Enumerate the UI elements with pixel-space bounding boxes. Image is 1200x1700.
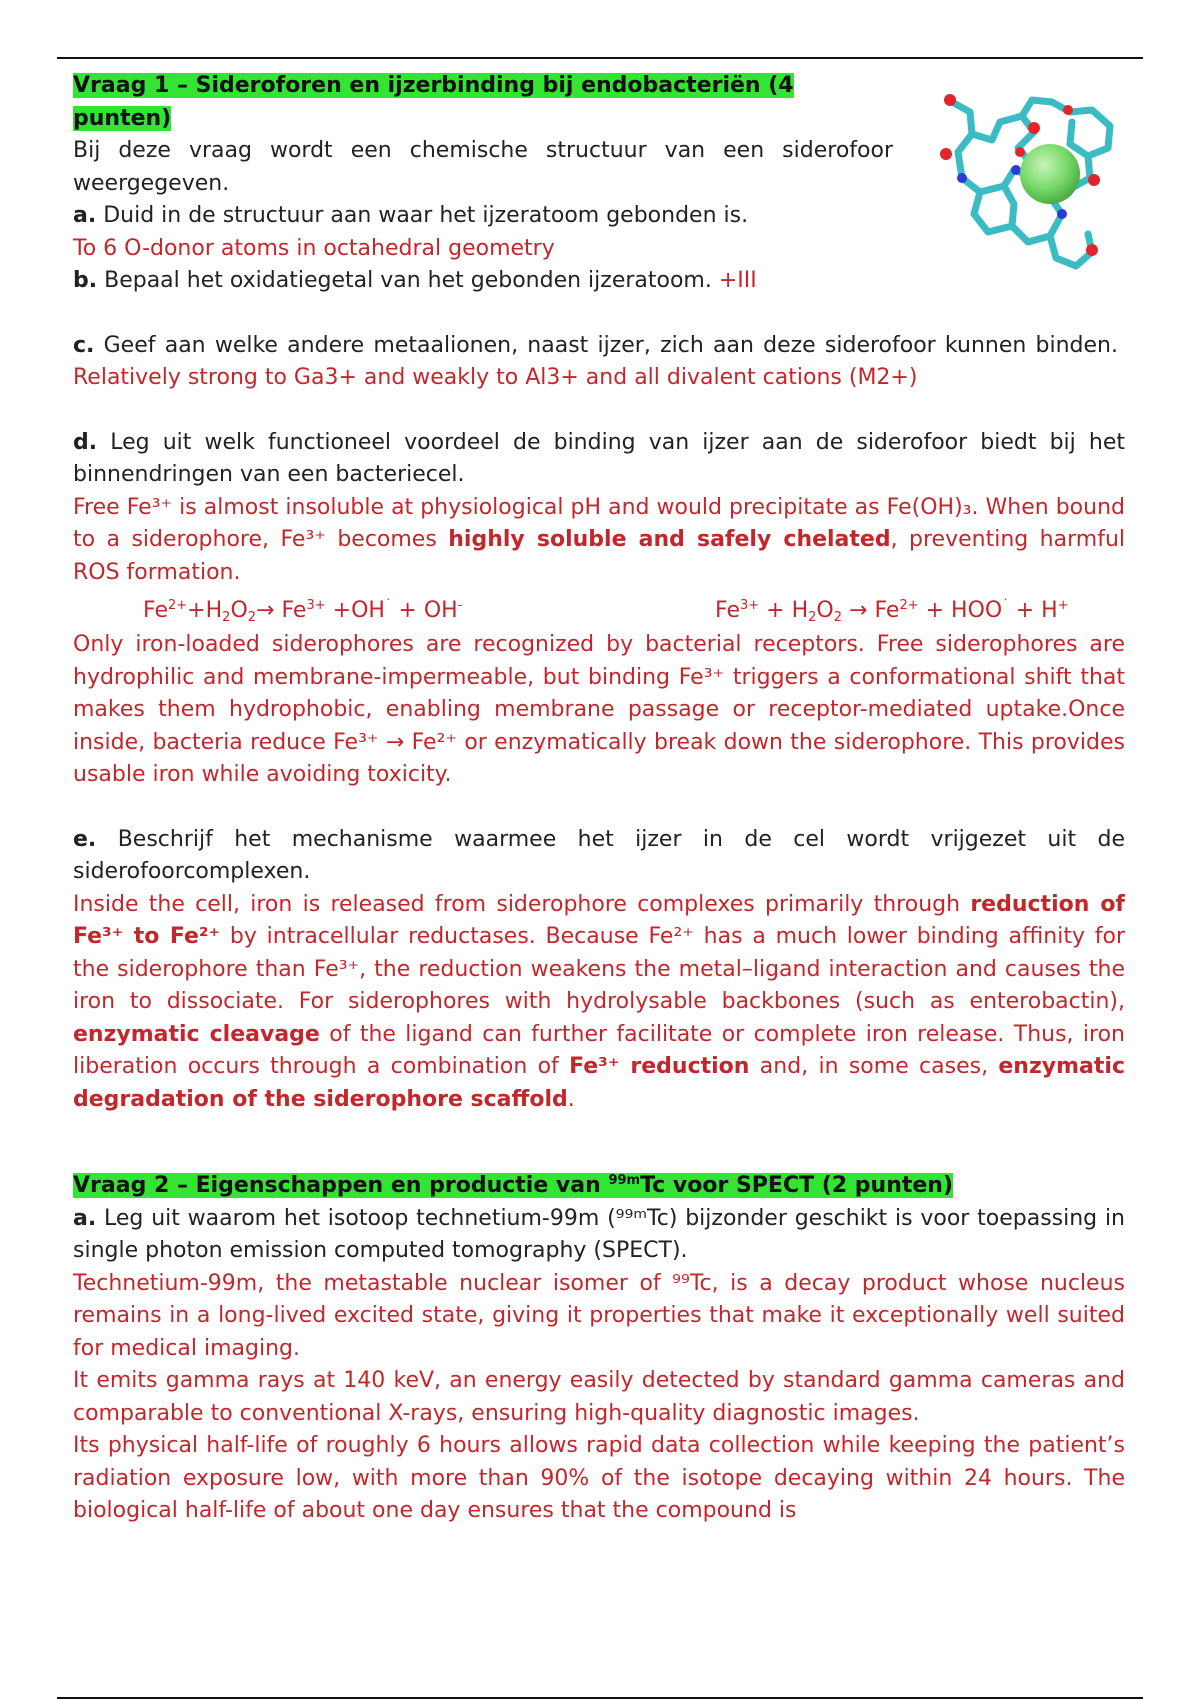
equation-row [73,589,1125,629]
answer-1e: Inside the cell, iron is released from siderophore complexes primarily through reduction of Fe³⁺ to Fe²⁺ by intracellular reductases. Because Fe²⁺ has a much lower binding affinity for the siderophore than Fe³⁺, the reduction weakens the metal–ligand interaction and causes the iron to dissociate. For siderophores with hydrolysable backbones (such as enterobactin), enzymatic cleavage of the ligand can further facilitate or complete iron release. Thus, iron liberation occurs through a combination of Fe³⁺ reduction and, in some cases, enzymatic degradation of the siderophore scaffold. [73,891,1126,1112]
question-2-heading [73,1170,1125,1203]
answer-1d-paragraph-2: Only iron-loaded siderophores are recognized by bacterial receptors. Free siderophores are hydrophilic and membrane-impermeable, but binding Fe³⁺ triggers a conformational shift that makes them hydrophobic, enabling membrane passage or receptor-mediated uptake.Once inside, bacteria reduce Fe³⁺ → Fe²⁺ or enzymatically break down the siderophore. This provides usable iron while avoiding toxicity. [73,632,1125,787]
question-1e: e. Beschrijf het mechanisme waarmee het ijzer in de cel wordt vrijgezet uit de siderofoorcomplexen. [73,826,1125,884]
question-2a: a. Leg uit waarom het isotoop technetium-99m (⁹⁹ᵐTc) bijzonder geschikt is voor toepassing in single photon emission computed tomography (SPECT). [73,1205,1126,1263]
question-1-heading [73,70,893,135]
answer-2a-paragraph-3: Its physical half-life of roughly 6 hours allows rapid data collection while keeping the patient’s radiation exposure low, with more than 90% of the isotope decaying within 24 hours. The biological half-life of about one day ensures that the compound is [73,1433,1125,1523]
question-2-heading-text: Vraag 2 – Eigenschappen en productie van $^{99m}$Tc voor SPECT (2 punten) [73,1173,954,1198]
answer-1d-paragraph-1: Free Fe³⁺ is almost insoluble at physiological pH and would precipitate as Fe(OH)₃. When bound to a siderophore, Fe³⁺ becomes highly soluble and safely chelated, preventing harmful ROS formation. [73,494,1125,585]
answer-1a: To 6 O-donor atoms in octahedral geometry [73,235,555,261]
question-1c: c. Geef aan welke andere metaalionen, naast ijzer, zich aan deze siderofoor kunnen binden. Relatively strong to Ga3+ and weakly to Al3+ and all divalent cations (M2+) [73,332,1118,390]
answer-1c: Relatively strong to Ga3+ and weakly to Al3+ and all divalent cations (M2+) [73,365,918,390]
top-rule [57,57,1143,59]
bottom-rule [57,1697,1143,1699]
answer-2a-paragraph-1: Technetium-99m, the metastable nuclear isomer of ⁹⁹Tc, is a decay product whose nucleus remains in a long-lived excited state, giving it properties that make it exceptionally well suited for medical imaging. [73,1270,1125,1361]
haber-weiss-equation: $Fe^{3+} + H_2O_2 \to Fe^{2+} + HOO^˙ + H^+$ [715,598,1069,625]
question-1d: d. Leg uit welk functioneel voordeel de binding van ijzer aan de siderofoor biedt bij het binnendringen van een bacteriecel. [73,429,1125,487]
question-1a: a. Duid in de structuur aan waar het ijzeratoom gebonden is. [73,203,749,228]
question-1b: b. Bepaal het oxidatiegetal van het gebonden ijzeratoom. +III [73,268,757,293]
question-1-intro: Bij deze vraag wordt een chemische structuur van een siderofoor weergegeven. [73,138,893,196]
fenton-equation: $Fe^{2+}+H_2O_2\to Fe^{3+} +OH^˙ + OH^-$ [143,598,463,625]
question-1-heading-text: Vraag 1 – Sideroforen en ijzerbinding bij endobacteriën (4 punten) [73,73,794,131]
answer-1b: +III [718,268,757,293]
answer-2a-paragraph-2: It emits gamma rays at 140 keV, an energy easily detected by standard gamma cameras and comparable to conventional X-rays, ensuring high-quality diagnostic images. [73,1368,1125,1426]
document-body [73,70,1125,1528]
